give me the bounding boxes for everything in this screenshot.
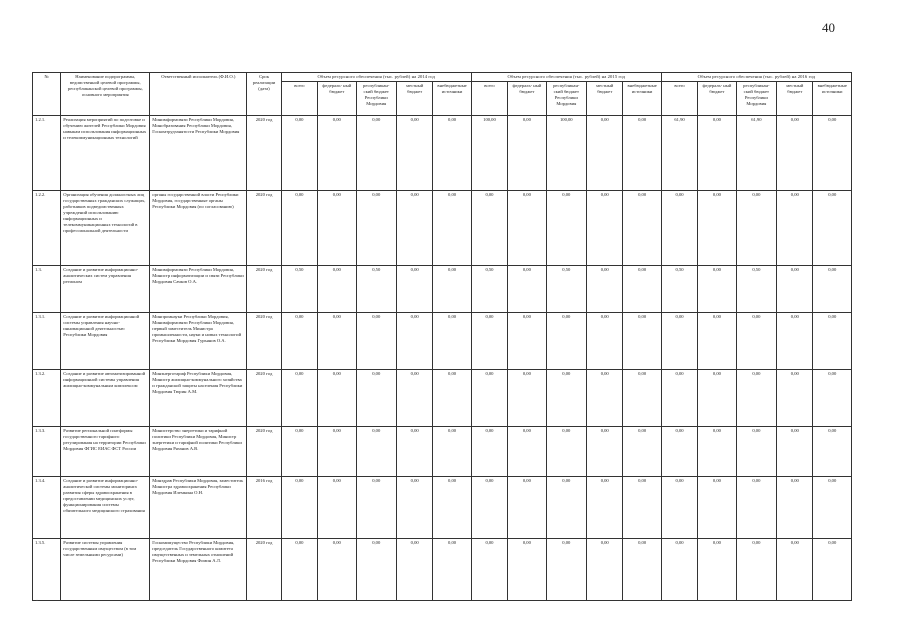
cell-y2015-value: 0,50 bbox=[471, 266, 507, 313]
cell-y2015-value: 0,00 bbox=[508, 116, 546, 191]
cell-y2016-value: 0,00 bbox=[813, 477, 852, 539]
cell-y2014-value: 0,50 bbox=[281, 266, 317, 313]
table-row bbox=[33, 266, 852, 313]
scan-artifact: · bbox=[36, 598, 38, 604]
cell-y2014-value: 0,00 bbox=[281, 313, 317, 370]
cell-y2015-value: 0,00 bbox=[587, 266, 623, 313]
cell-y2015-value: 0,00 bbox=[546, 370, 586, 427]
cell-y2016-value: 0,00 bbox=[698, 116, 736, 191]
cell-y2015-value: 0,50 bbox=[546, 266, 586, 313]
sub-republic-2015: республикан- ский бюджет Республики Мордовия bbox=[546, 82, 586, 116]
cell-y2015-value: 0,00 bbox=[546, 539, 586, 601]
cell-y2016-value: 61,90 bbox=[661, 116, 697, 191]
cell-y2014-value: 0,00 bbox=[433, 191, 471, 266]
sub-federal-2015: федераль- ный бюджет bbox=[508, 82, 546, 116]
row-responsible: Минимформсвязи Республики Мордовия, Минобразования Республики Мордовия, Госкомтрудзанятости Республики Мордовия bbox=[150, 116, 247, 191]
cell-y2016-value: 0,00 bbox=[698, 539, 736, 601]
cell-y2015-value: 0,00 bbox=[471, 313, 507, 370]
cell-y2016-value: 0,00 bbox=[777, 116, 813, 191]
cell-y2015-value: 0,00 bbox=[471, 370, 507, 427]
cell-y2014-value: 0,00 bbox=[433, 539, 471, 601]
cell-y2016-value: 0,00 bbox=[777, 477, 813, 539]
cell-y2014-value: 0,00 bbox=[356, 477, 396, 539]
sub-republic-2016: республикан- ский бюджет Республики Мордовия bbox=[736, 82, 776, 116]
cell-y2014-value: 0,00 bbox=[281, 370, 317, 427]
cell-y2015-value: 0,00 bbox=[623, 477, 661, 539]
cell-y2016-value: 0,00 bbox=[777, 427, 813, 477]
cell-y2016-value: 0,00 bbox=[698, 191, 736, 266]
cell-y2014-value: 0,00 bbox=[433, 266, 471, 313]
cell-y2016-value: 0,00 bbox=[813, 370, 852, 427]
cell-y2014-value: 0,00 bbox=[281, 539, 317, 601]
header-group-2016: Объем ресурсного обеспечения (тыс. рублей) на 2016 год bbox=[661, 73, 851, 82]
cell-y2016-value: 0,00 bbox=[777, 313, 813, 370]
row-responsible: Минпромнауки Республики Мордовия, Минимформсвязи Республики Мордовия, первый заместитель Министра промышленности, науки и новых технологий Республики Мордовия Гурьянов О.А. bbox=[150, 313, 247, 370]
row-name: Развитие региональной платформы государственного тарифного регулирования на территории Республики Мордовия ФГИС ЕИАС ФСТ России bbox=[61, 427, 150, 477]
resource-table bbox=[32, 72, 852, 601]
cell-y2015-value: 0,00 bbox=[471, 477, 507, 539]
cell-y2016-value: 0,00 bbox=[661, 370, 697, 427]
table-row bbox=[33, 191, 852, 266]
table-row bbox=[33, 477, 852, 539]
cell-y2014-value: 0,00 bbox=[318, 266, 356, 313]
row-term: 2020 год bbox=[247, 116, 281, 191]
table-row bbox=[33, 370, 852, 427]
cell-y2015-value: 0,00 bbox=[623, 266, 661, 313]
cell-y2014-value: 0,00 bbox=[396, 313, 432, 370]
sub-federal-2014: федераль- ный бюджет bbox=[318, 82, 356, 116]
row-number: 1.3.4. bbox=[33, 477, 61, 539]
cell-y2015-value: 0,00 bbox=[623, 370, 661, 427]
cell-y2014-value: 0,00 bbox=[318, 427, 356, 477]
row-name: Развитие системы управления государственным имуществом (в том числе земельными ресурсами) bbox=[61, 539, 150, 601]
cell-y2016-value: 0,00 bbox=[661, 191, 697, 266]
cell-y2016-value: 0,00 bbox=[698, 370, 736, 427]
cell-y2014-value: 0,00 bbox=[433, 313, 471, 370]
header-term: Срок реализации (дата) bbox=[247, 73, 281, 116]
cell-y2015-value: 0,00 bbox=[508, 539, 546, 601]
table-body bbox=[33, 116, 852, 601]
cell-y2016-value: 0,00 bbox=[736, 539, 776, 601]
sub-local-2014: местный бюджет bbox=[396, 82, 432, 116]
sub-extra-2016: внебюджетные источники bbox=[813, 82, 852, 116]
cell-y2015-value: 0,00 bbox=[508, 266, 546, 313]
row-name: Создание и развитие автоматизированной информационной системы управления жилищно-коммунальным комплексом bbox=[61, 370, 150, 427]
cell-y2016-value: 0,00 bbox=[698, 477, 736, 539]
cell-y2015-value: 0,00 bbox=[587, 313, 623, 370]
cell-y2015-value: 0,00 bbox=[587, 116, 623, 191]
row-name: Реализация мероприятий по подготовке и обучению жителей Республики Мордовия навыкам использования информационных и телекоммуникационных технологий bbox=[61, 116, 150, 191]
cell-y2015-value: 0,00 bbox=[508, 313, 546, 370]
cell-y2015-value: 0,00 bbox=[623, 313, 661, 370]
cell-y2016-value: 0,00 bbox=[777, 370, 813, 427]
cell-y2015-value: 0,00 bbox=[623, 539, 661, 601]
cell-y2015-value: 0,00 bbox=[546, 191, 586, 266]
cell-y2014-value: 0,00 bbox=[433, 427, 471, 477]
row-responsible: Минэнерготариф Республики Мордовия, Министр жилищно-коммунального хозяйства и гражданской защиты населения Республики Мордовия Тюрин А.М. bbox=[150, 370, 247, 427]
cell-y2015-value: 0,00 bbox=[587, 370, 623, 427]
cell-y2016-value: 0,00 bbox=[661, 477, 697, 539]
row-responsible: органы государственной власти Республики Мордовия, государственные органы Республики Мордовия (по согласованию) bbox=[150, 191, 247, 266]
cell-y2016-value: 0,00 bbox=[698, 427, 736, 477]
cell-y2014-value: 0,00 bbox=[318, 370, 356, 427]
row-name: Создание и развитие информационно-аналитической системы мониторинга развития сферы здравоохранения в предоставлении медицинских услуг, функционирования системы обязательного медицинского страхования bbox=[61, 477, 150, 539]
cell-y2014-value: 0,00 bbox=[356, 427, 396, 477]
cell-y2014-value: 0,00 bbox=[433, 370, 471, 427]
cell-y2016-value: 0,00 bbox=[813, 191, 852, 266]
header-group-2014: Объем ресурсного обеспечения (тыс. рублей) на 2014 год bbox=[281, 73, 471, 82]
cell-y2014-value: 0,00 bbox=[356, 191, 396, 266]
cell-y2014-value: 0,00 bbox=[433, 477, 471, 539]
sub-extra-2015: внебюджетные источники bbox=[623, 82, 661, 116]
row-term: 2020 год bbox=[247, 370, 281, 427]
row-number: 1.3.5. bbox=[33, 539, 61, 601]
sub-local-2015: местный бюджет bbox=[587, 82, 623, 116]
header-name: Наименование подпрограммы, ведомственной целевой программы, республиканской целевой программы, основного мероприятия bbox=[61, 73, 150, 116]
cell-y2014-value: 0,00 bbox=[318, 539, 356, 601]
cell-y2015-value: 0,00 bbox=[508, 427, 546, 477]
row-number: 1.3. bbox=[33, 266, 61, 313]
row-responsible: Госкомимущество Республики Мордовия, председатель Государственного комитета имущественных и земельных отношений Республики Мордовия Фомин А.Л. bbox=[150, 539, 247, 601]
cell-y2014-value: 0,00 bbox=[281, 191, 317, 266]
row-number: 1.3.2. bbox=[33, 370, 61, 427]
header-no: № bbox=[33, 73, 61, 116]
cell-y2015-value: 0,00 bbox=[471, 427, 507, 477]
cell-y2016-value: 0,00 bbox=[777, 191, 813, 266]
row-responsible: Министерство энергетики и тарифной политики Республики Мордовия, Министр энергетики и тарифной политики Республики Мордовия Рязанов А.В. bbox=[150, 427, 247, 477]
cell-y2014-value: 0,00 bbox=[396, 116, 432, 191]
row-term: 2020 год bbox=[247, 427, 281, 477]
cell-y2015-value: 0,00 bbox=[471, 191, 507, 266]
row-term: 2020 год bbox=[247, 539, 281, 601]
cell-y2015-value: 100,00 bbox=[471, 116, 507, 191]
cell-y2016-value: 0,50 bbox=[736, 266, 776, 313]
cell-y2014-value: 0,00 bbox=[356, 116, 396, 191]
cell-y2016-value: 0,00 bbox=[813, 539, 852, 601]
sub-extra-2014: внебюджетные источники bbox=[433, 82, 471, 116]
cell-y2015-value: 0,00 bbox=[508, 191, 546, 266]
cell-y2014-value: 0,00 bbox=[318, 191, 356, 266]
cell-y2014-value: 0,00 bbox=[396, 370, 432, 427]
cell-y2015-value: 0,00 bbox=[546, 313, 586, 370]
table-row bbox=[33, 539, 852, 601]
cell-y2015-value: 0,00 bbox=[587, 191, 623, 266]
cell-y2016-value: 0,00 bbox=[736, 427, 776, 477]
row-name: Создание и развитие информационной системы управления научно-инновационной деятельностью Республики Мордовия bbox=[61, 313, 150, 370]
row-number: 1.3.3. bbox=[33, 427, 61, 477]
cell-y2014-value: 0,00 bbox=[396, 477, 432, 539]
cell-y2015-value: 0,00 bbox=[587, 477, 623, 539]
cell-y2016-value: 0,00 bbox=[813, 116, 852, 191]
sub-federal-2016: федераль- ный бюджет bbox=[698, 82, 736, 116]
cell-y2015-value: 0,00 bbox=[508, 477, 546, 539]
sub-republic-2014: республикан- ский бюджет Республики Мордовия bbox=[356, 82, 396, 116]
row-term: 2016 год bbox=[247, 477, 281, 539]
cell-y2015-value: 0,00 bbox=[623, 116, 661, 191]
cell-y2015-value: 0,00 bbox=[471, 539, 507, 601]
cell-y2016-value: 0,00 bbox=[661, 313, 697, 370]
cell-y2014-value: 0,00 bbox=[356, 370, 396, 427]
row-name: Организация обучения должностных лиц государственных гражданских служащих, работников подведомственных учреждений использованию информационных и телекоммуникационных технологий в профессиональной деятельности bbox=[61, 191, 150, 266]
cell-y2016-value: 0,00 bbox=[736, 191, 776, 266]
cell-y2016-value: 0,00 bbox=[661, 427, 697, 477]
cell-y2016-value: 0,00 bbox=[777, 266, 813, 313]
cell-y2016-value: 0,00 bbox=[777, 539, 813, 601]
row-responsible: Минимформсвязи Республики Мордовия, Министр информатизации и связи Республики Мордовия Сачков О.А. bbox=[150, 266, 247, 313]
row-name: Создание и развитие информационно-аналитических систем управления регионом bbox=[61, 266, 150, 313]
cell-y2016-value: 61,90 bbox=[736, 116, 776, 191]
cell-y2014-value: 0,00 bbox=[281, 427, 317, 477]
cell-y2014-value: 0,50 bbox=[356, 266, 396, 313]
cell-y2016-value: 0,00 bbox=[736, 370, 776, 427]
cell-y2015-value: 0,00 bbox=[623, 427, 661, 477]
cell-y2016-value: 0,00 bbox=[813, 313, 852, 370]
cell-y2014-value: 0,00 bbox=[356, 539, 396, 601]
cell-y2014-value: 0,00 bbox=[318, 313, 356, 370]
row-term: 2020 год bbox=[247, 266, 281, 313]
row-term: 2020 год bbox=[247, 191, 281, 266]
cell-y2014-value: 0,00 bbox=[396, 191, 432, 266]
cell-y2015-value: 0,00 bbox=[508, 370, 546, 427]
sub-total-2016: всего bbox=[661, 82, 697, 116]
cell-y2015-value: 0,00 bbox=[546, 477, 586, 539]
cell-y2014-value: 0,00 bbox=[318, 477, 356, 539]
header-responsible: Ответственный исполнитель (Ф.И.О.) bbox=[150, 73, 247, 116]
cell-y2016-value: 0,00 bbox=[661, 539, 697, 601]
cell-y2016-value: 0,00 bbox=[698, 266, 736, 313]
header-group-2015: Объем ресурсного обеспечения (тыс. рублей) на 2015 год bbox=[471, 73, 661, 82]
table-row bbox=[33, 116, 852, 191]
sub-total-2014: всего bbox=[281, 82, 317, 116]
cell-y2014-value: 0,00 bbox=[356, 313, 396, 370]
row-term: 2020 год bbox=[247, 313, 281, 370]
cell-y2016-value: 0,00 bbox=[813, 266, 852, 313]
cell-y2016-value: 0,00 bbox=[813, 427, 852, 477]
row-responsible: Минздрав Республики Мордовия, заместитель Министра здравоохранения Республики Мордовия Илемкина О.Н. bbox=[150, 477, 247, 539]
row-number: 1.2.2. bbox=[33, 191, 61, 266]
sub-local-2016: местный бюджет bbox=[777, 82, 813, 116]
cell-y2014-value: 0,00 bbox=[396, 539, 432, 601]
cell-y2015-value: 100,00 bbox=[546, 116, 586, 191]
table-row bbox=[33, 427, 852, 477]
cell-y2016-value: 0,00 bbox=[736, 477, 776, 539]
cell-y2014-value: 0,00 bbox=[318, 116, 356, 191]
cell-y2014-value: 0,00 bbox=[396, 427, 432, 477]
table-row bbox=[33, 313, 852, 370]
row-number: 1.2.1. bbox=[33, 116, 61, 191]
cell-y2014-value: 0,00 bbox=[281, 477, 317, 539]
sub-total-2015: всего bbox=[471, 82, 507, 116]
cell-y2015-value: 0,00 bbox=[587, 539, 623, 601]
cell-y2014-value: 0,00 bbox=[433, 116, 471, 191]
cell-y2014-value: 0,00 bbox=[281, 116, 317, 191]
page-number: 40 bbox=[822, 20, 835, 35]
cell-y2016-value: 0,50 bbox=[661, 266, 697, 313]
cell-y2014-value: 0,00 bbox=[396, 266, 432, 313]
cell-y2016-value: 0,00 bbox=[736, 313, 776, 370]
row-number: 1.3.1. bbox=[33, 313, 61, 370]
cell-y2016-value: 0,00 bbox=[698, 313, 736, 370]
cell-y2015-value: 0,00 bbox=[623, 191, 661, 266]
cell-y2015-value: 0,00 bbox=[587, 427, 623, 477]
cell-y2015-value: 0,00 bbox=[546, 427, 586, 477]
